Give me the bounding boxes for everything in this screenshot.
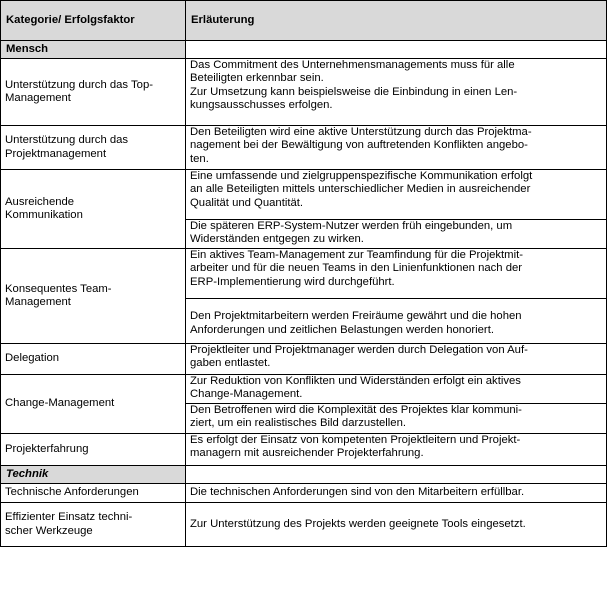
explanation-cell: Den Betroffenen wird die Komplexität des Projektes klar kommuni- ziert, um ein realistisches Bild darzustellen. xyxy=(186,404,607,434)
table-row xyxy=(1,170,607,220)
explanation-cell: Die technischen Anforderungen sind von den Mitarbeitern erfüllbar. xyxy=(186,484,607,503)
explanation-cell: Eine umfassende und zielgruppenspezifische Kommunikation erfolgt an alle Beteiligten mittels unterschiedlicher Medien in ausreichender Qualität und Quantität. xyxy=(186,170,607,220)
table-row xyxy=(1,344,607,375)
table-row xyxy=(1,375,607,404)
section-label: Technik xyxy=(1,466,186,484)
factor-cell: Change-Management xyxy=(1,375,186,434)
explanation-cell: Zur Reduktion von Konflikten und Widerständen erfolgt ein aktives Change-Management. xyxy=(186,375,607,404)
table-row xyxy=(1,434,607,466)
factor-cell: Projekterfahrung xyxy=(1,434,186,466)
factor-cell: Delegation xyxy=(1,344,186,375)
section-row-technik xyxy=(1,466,607,484)
factor-cell: Ausreichende Kommunikation xyxy=(1,170,186,249)
factor-cell: Konsequentes Team- Management xyxy=(1,249,186,344)
explanation-cell: Das Commitment des Unternehmensmanagements muss für alle Beteiligten erkennbar sein. Zur Umsetzung kann beispielsweise die Einbindung in einen Len- kungsausschusses erfolgen. xyxy=(186,59,607,126)
explanation-cell: Den Beteiligten wird eine aktive Unterstützung durch das Projektma- nagement bei der Bewältigung von auftretenden Konflikten angebo- ten. xyxy=(186,126,607,170)
table-row xyxy=(1,503,607,547)
factor-cell: Unterstützung durch das Projektmanagement xyxy=(1,126,186,170)
section-label: Mensch xyxy=(1,41,186,59)
table-row xyxy=(1,126,607,170)
table-row xyxy=(1,484,607,503)
section-row-mensch xyxy=(1,41,607,59)
header-explanation: Erläuterung xyxy=(186,1,607,41)
header-category: Kategorie/ Erfolgsfaktor xyxy=(1,1,186,41)
table-header-row xyxy=(1,1,607,41)
explanation-cell: Es erfolgt der Einsatz von kompetenten Projektleitern und Projekt- managern mit ausreichender Projekterfahrung. xyxy=(186,434,607,466)
explanation-cell: Ein aktives Team-Management zur Teamfindung für die Projektmit- arbeiter und für die neuen Teams in den Linienfunktionen nach der ERP-Implementierung wird durchgeführt. xyxy=(186,249,607,299)
explanation-cell: Zur Unterstützung des Projekts werden geeignete Tools eingesetzt. xyxy=(186,503,607,547)
explanation-cell: Die späteren ERP-System-Nutzer werden früh eingebunden, um Widerständen entgegen zu wirken. xyxy=(186,220,607,249)
factor-cell: Unterstützung durch das Top- Management xyxy=(1,59,186,126)
factor-cell: Effizienter Einsatz techni- scher Werkzeuge xyxy=(1,503,186,547)
table-row xyxy=(1,249,607,299)
table-row xyxy=(1,59,607,126)
factor-cell: Technische Anforderungen xyxy=(1,484,186,503)
explanation-cell: Projektleiter und Projektmanager werden durch Delegation von Auf- gaben entlastet. xyxy=(186,344,607,375)
explanation-cell: Den Projektmitarbeitern werden Freiräume gewährt und die hohen Anforderungen und zeitlichen Belastungen werden honoriert. xyxy=(186,299,607,344)
